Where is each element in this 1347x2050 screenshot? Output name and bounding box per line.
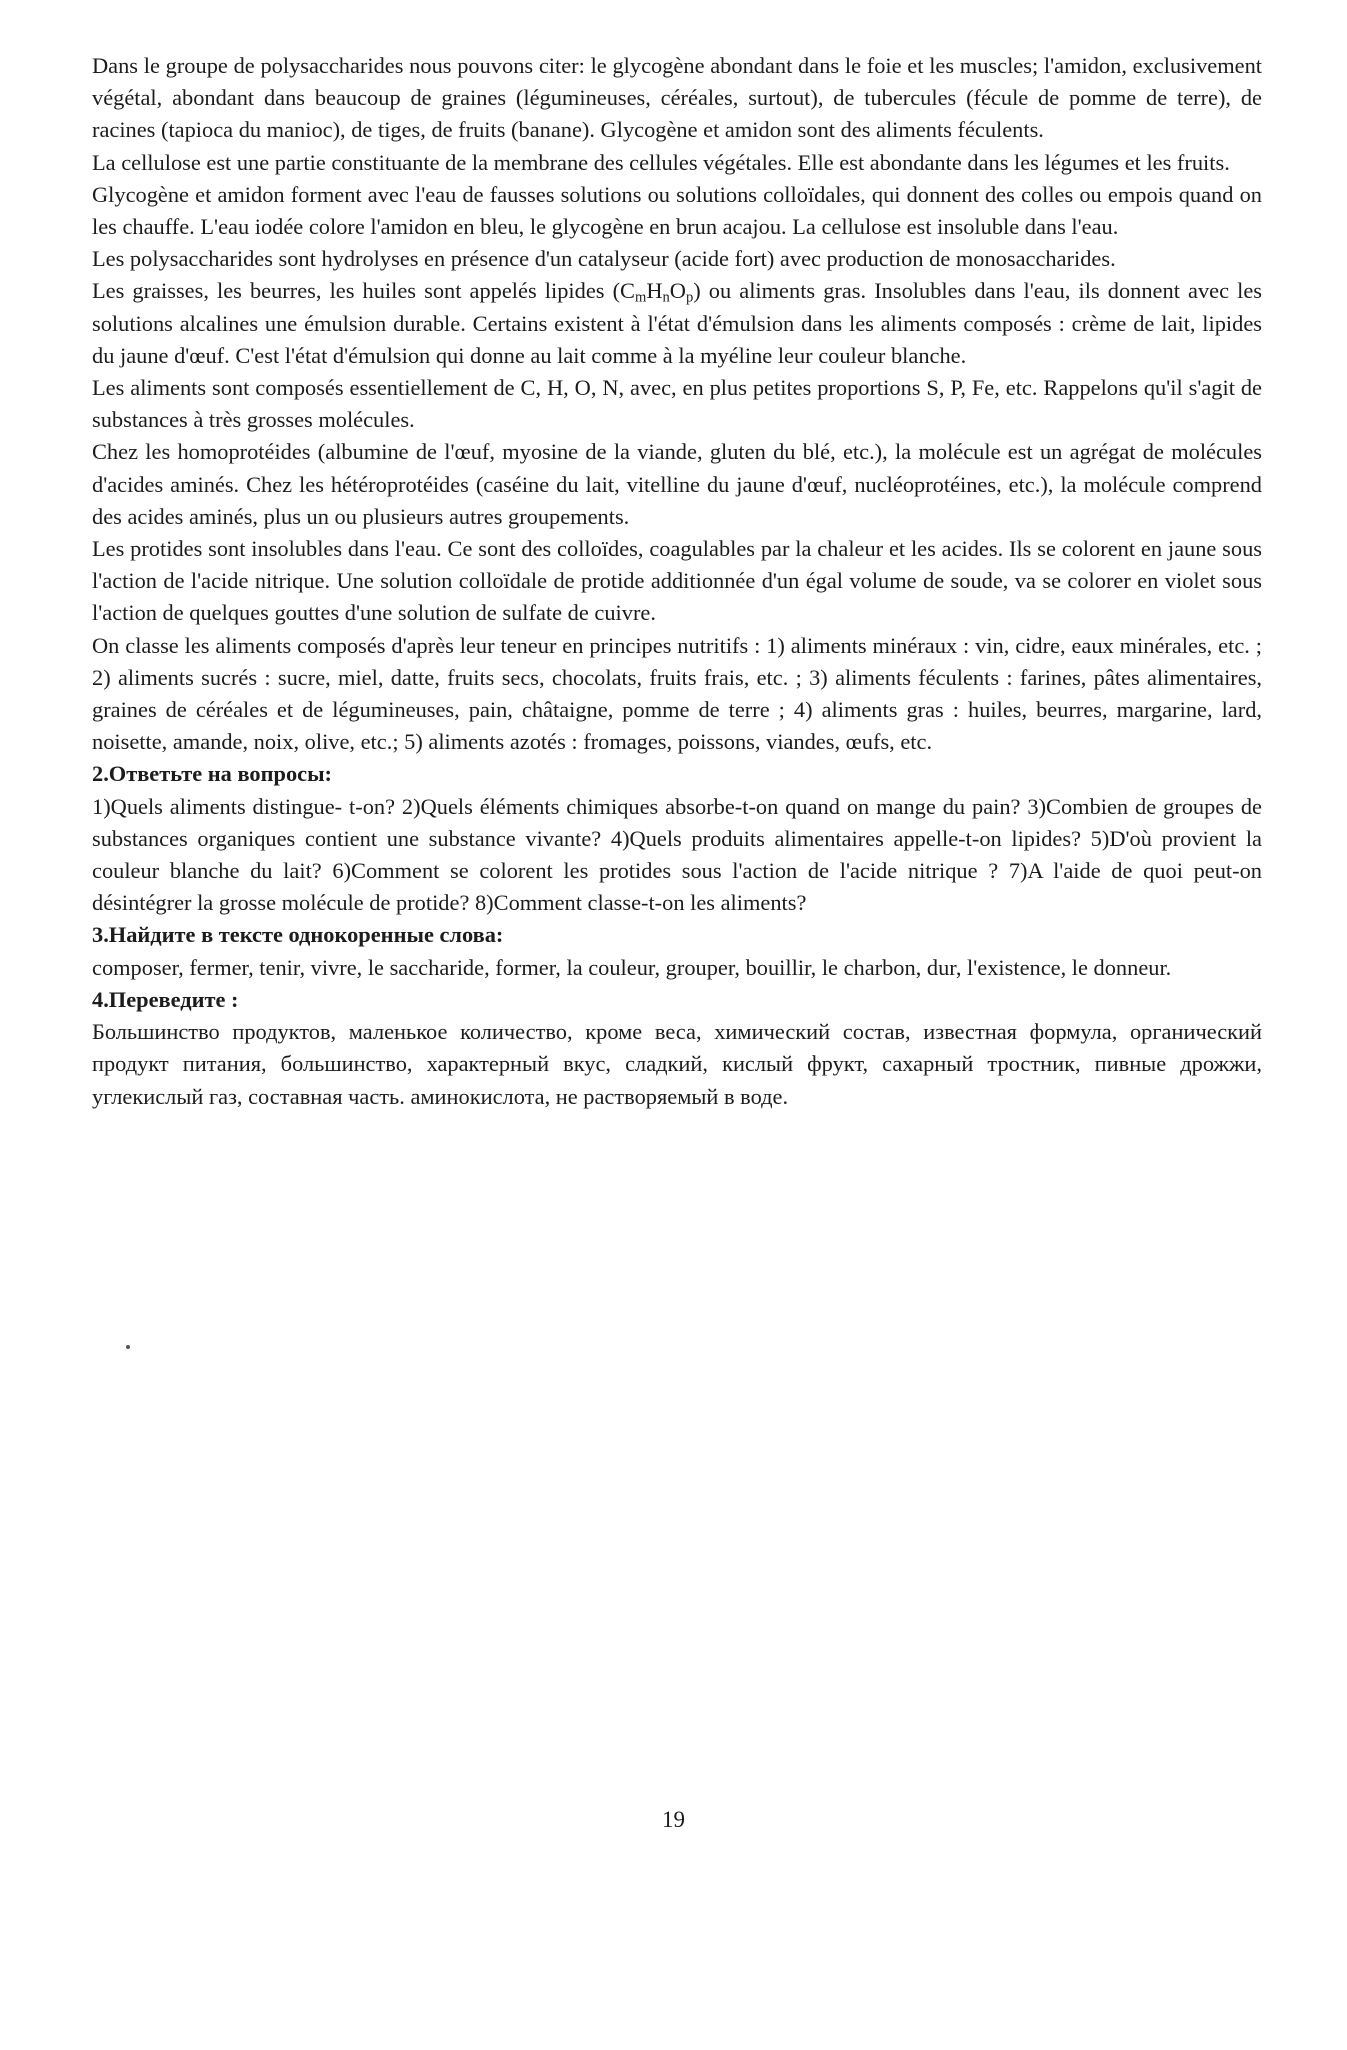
paragraph-classification: On classe les aliments composés d'après leur teneur en principes nutritifs : 1) aliments minéraux : vin, cidre, eaux minérales, etc. ; 2) aliments sucrés : sucre, miel, datte, fruits secs, chocolats, fruits frais, etc. ; 3) aliments féculents : farines, pâtes alimentaires, graines de céréales et de légumineuses, pain, châtaigne, pomme de terre ; 4) aliments gras : huiles, beurres, margarine, lard, noisette, amande, noix, olive, etc.; 5) aliments azotés : fromages, poissons, viandes, œufs, etc. — [92, 632, 1262, 755]
section-3-words: composer, fermer, tenir, vivre, le saccharide, former, la couleur, grouper, bouillir, le charbon, dur, l'existence, le donneur. — [92, 954, 1172, 980]
paragraph-glycogen-amidon: Glycogène et amidon forment avec l'eau de fausses solutions ou solutions colloïdales, qui donnent des colles ou empois quand on les chauffe. L'eau iodée colore l'amidon en bleu, le glycogène en brun acajou. La cellulose est insoluble dans l'eau. — [92, 181, 1262, 240]
formula-sub-p: p — [685, 290, 694, 307]
lipides-text-before: Les graisses, les beurres, les huiles sont appelés lipides (C — [92, 278, 635, 304]
paragraph-elements: Les aliments sont composés essentiellement de C, H, O, N, avec, en plus petites proportions S, P, Fe, etc. Rappelons qu'il s'agit de substances à très grosses molécules. — [92, 375, 1262, 433]
formula-sub-n: n — [662, 290, 670, 307]
section-2-heading: 2.Ответьте на вопросы: — [92, 761, 333, 787]
formula-o: O — [669, 278, 686, 304]
paragraph-cellulose: La cellulose est une partie constituante de la membrane des cellules végétales. Elle est abondante dans les légumes et les fruits. — [92, 149, 1230, 175]
paragraph-hydrolysis: Les polysaccharides sont hydrolyses en présence d'un catalyseur (acide fort) avec production de monosaccharides. — [92, 246, 1116, 272]
section-4-heading: 4.Переведите : — [92, 986, 239, 1012]
formula-h: H — [646, 278, 663, 304]
paragraph-protides: Les protides sont insolubles dans l'eau. Ce sont des colloïdes, coagulables par la chaleur et les acides. Ils se colorent en jaune sous l'action de l'acide nitrique. Une solution colloïdale de protide additionnée d'un égal volume de soude, va se colorer en violet sous l'action de quelques gouttes d'une solution de sulfate de cuivre. — [92, 536, 1262, 626]
section-3-heading: 3.Найдите в тексте однокоренные слова: — [92, 922, 504, 948]
paragraph-lipides — [92, 275, 1262, 372]
formula-sub-m: m — [634, 290, 647, 307]
document-page — [92, 50, 1262, 1113]
stray-dot-mark — [126, 1345, 130, 1349]
page-number: 19 — [662, 1807, 685, 1832]
paragraph-proteides: Chez les homoprotéides (albumine de l'œuf, myosine de la viande, gluten du blé, etc.), la molécule est un agrégat de molécules d'acides aminés. Chez les hétéroprotéides (caséine du lait, vitelline du jaune d'œuf, nucléoprotéines, etc.), la molécule comprend des acides aminés, plus un ou plusieurs autres groupements. — [92, 439, 1262, 529]
lipides-text-after: ) ou aliments gras. Insolubles dans l'eau, ils donnent avec les solutions alcalines une émulsion durable. Certains existent à l'état d'émulsion dans les aliments composés : crème de lait, lipides du jaune d'œuf. C'est l'état d'émulsion qui donne au lait comme à la myéline leur couleur blanche. — [92, 278, 1262, 368]
section-4-translation: Большинство продуктов, маленькое количество, кроме веса, химический состав, известная формула, органический продукт питания, большинство, характерный вкус, сладкий, кислый фрукт, сахарный тростник, пивные дрожжи, углекислый газ, составная часть. аминокислота, не растворяемый в воде. — [92, 1019, 1262, 1109]
paragraph-polysaccharides: Dans le groupe de polysaccharides nous pouvons citer: le glycogène abondant dans le foie et les muscles; l'amidon, exclusivement végétal, abondant dans beaucoup de graines (légumineuses, céréales, surtout), de tubercules (fécule de pomme de terre), de racines (tapioca du manioc), de tiges, de fruits (banane). Glycogène et amidon sont des aliments féculents. — [92, 53, 1262, 143]
section-2-questions: 1)Quels aliments distingue- t-on? 2)Quels éléments chimiques absorbe-t-on quand on mange du pain? 3)Combien de groupes de substances organiques contient une substance vivante? 4)Quels produits alimentaires appelle-t-on lipides? 5)D'où provient la couleur blanche du lait? 6)Comment se colorent les protides sous l'action de l'acide nitrique ? 7)A l'aide de quoi peut-on désintégrer la grosse molécule de protide? 8)Comment classe-t-on les aliments? — [92, 793, 1262, 916]
